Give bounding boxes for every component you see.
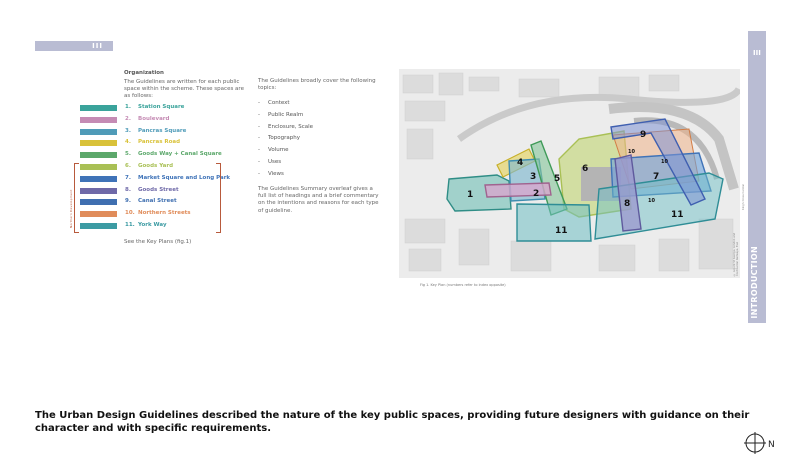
space-name: Northern Streets [138, 210, 191, 217]
block [403, 75, 433, 93]
north-compass [744, 432, 775, 458]
topic-item [258, 159, 313, 171]
map-label: 6 [582, 164, 589, 174]
map-label: 10 [661, 159, 668, 165]
organization-heading: Organization [124, 70, 164, 76]
block [405, 101, 445, 121]
zone-york-way [517, 204, 591, 241]
space-name: Pancras Road [138, 139, 181, 146]
topic-item [258, 171, 313, 183]
space-name: York Way [138, 221, 167, 228]
space-swatch [80, 117, 117, 123]
space-name: Station Square [138, 104, 185, 110]
see-key-plan-note: See the Key Plans (fig.1) [124, 239, 192, 245]
compass-icon [744, 432, 766, 454]
block [649, 75, 679, 91]
space-name: Canal Street [138, 198, 177, 205]
space-number: 10. [125, 210, 135, 217]
map-label: 10 [648, 198, 655, 204]
map-label: 11 [671, 210, 684, 220]
block [519, 79, 559, 97]
topic-label: Context [268, 100, 290, 106]
space-swatch [80, 129, 117, 135]
organization-intro: The Guidelines are written for each public space within the scheme. These spaces are as follows: [124, 79, 244, 100]
topics-list [258, 100, 313, 183]
space-name: Boulevard [138, 115, 170, 122]
space-name: Goods Way + Canal Square [138, 151, 222, 158]
space-swatch [80, 188, 117, 194]
topic-item [258, 135, 313, 147]
northern-bracket-label: Northern Development [69, 189, 73, 228]
space-number: 7. [125, 174, 131, 181]
key-plan-map [399, 69, 740, 278]
block [469, 77, 499, 91]
topic-item [258, 124, 313, 136]
space-number: 2. [125, 115, 131, 122]
block [407, 129, 433, 159]
bullet-icon: - [258, 100, 260, 106]
space-swatch [80, 140, 117, 146]
space-name: Goods Street [138, 186, 179, 193]
bullet-icon: - [258, 147, 260, 154]
bullet-icon: - [258, 123, 260, 130]
summary-note: The Guidelines Summary overleaf gives a full list of headings and a brief commentary on the intentions and reasons for each type of guideline. [258, 186, 379, 214]
bullet-icon: - [258, 158, 260, 165]
topic-label: Views [268, 170, 284, 177]
bullet-icon: - [258, 111, 260, 118]
map-caption: Fig 1. Key Plan (numbers refer to index opposite) [420, 283, 506, 287]
block [699, 219, 733, 269]
space-number: 11. [125, 221, 135, 228]
space-swatch [80, 164, 117, 170]
space-swatch [80, 211, 117, 217]
space-number: 5. [125, 151, 131, 158]
topic-label: Enclosure, Scale [268, 123, 314, 130]
map-label: 3 [530, 172, 537, 182]
block [599, 245, 635, 271]
section-side-tab[interactable] [748, 31, 766, 323]
space-number: 6. [125, 162, 131, 169]
topic-label: Volume [268, 147, 289, 154]
block [439, 73, 463, 95]
topics-intro: The Guidelines broadly cover the following topics: [258, 78, 376, 92]
map-label: 11 [555, 226, 568, 236]
bullet-icon: - [258, 135, 260, 142]
topic-item [258, 100, 313, 112]
space-swatch [80, 223, 117, 229]
section-marker: III [92, 42, 103, 50]
map-credit: © Argent St George, London and Continental Railways, Exel [733, 232, 739, 276]
map-label: 7 [653, 172, 660, 182]
space-name: Goods Yard [138, 162, 174, 169]
block [409, 249, 441, 271]
topic-label: Topography [268, 135, 301, 142]
side-tab-marker: III [753, 49, 761, 57]
space-name: Pancras Square [138, 127, 187, 134]
section-header-bar [35, 41, 113, 51]
northern-bracket-left [74, 163, 79, 233]
topic-label: Public Realm [268, 111, 304, 118]
block [405, 219, 445, 243]
northern-bracket-right [216, 163, 221, 233]
space-swatch [80, 105, 117, 111]
topic-item [258, 147, 313, 159]
compass-north-label: N [768, 440, 775, 450]
space-swatch [80, 152, 117, 158]
map-label: 10 [628, 149, 635, 155]
map-label: 5 [554, 174, 561, 184]
block [659, 239, 689, 271]
bullet-icon: - [258, 170, 260, 177]
page-caption: The Urban Design Guidelines described the nature of the key public spaces, providing future designers with guidance on their character and with specific requirements. [35, 410, 750, 434]
map-label: 2 [533, 189, 540, 199]
block [511, 241, 551, 271]
space-swatch [80, 176, 117, 182]
side-tab-label: INTRODUCTION [750, 246, 759, 319]
map-label: 8 [624, 199, 631, 209]
space-number: 4. [125, 139, 131, 146]
railway-line [459, 89, 739, 139]
space-number: 9. [125, 198, 131, 205]
space-name: Market Square and Long Park [138, 174, 231, 181]
map-label: 4 [517, 158, 524, 168]
key-plan-svg [399, 69, 740, 278]
map-label: 1 [467, 190, 474, 200]
zone-boulevard [485, 183, 551, 197]
space-number: 8. [125, 186, 131, 193]
block [459, 229, 489, 265]
map-label: 9 [640, 130, 647, 140]
map-credit-secondary: King's Cross Central [742, 184, 745, 210]
space-number: 1. [125, 104, 131, 110]
space-swatch [80, 199, 117, 205]
topic-item [258, 112, 313, 124]
topic-label: Uses [268, 158, 282, 165]
space-number: 3. [125, 127, 131, 134]
